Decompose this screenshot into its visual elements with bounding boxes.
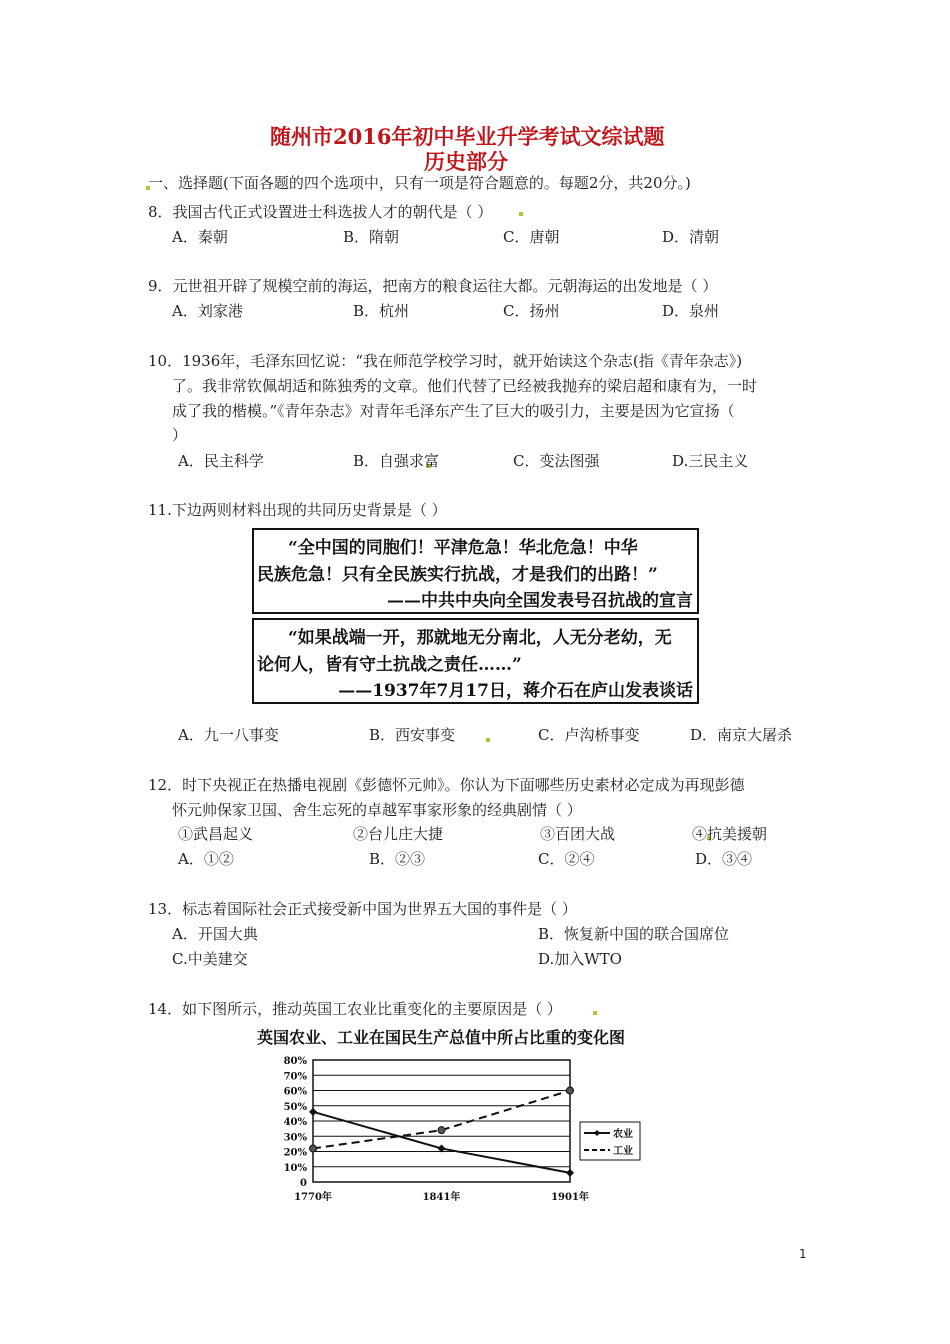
question-12-item-4: ④抗美援朝	[692, 825, 768, 843]
question-11-option-d: D．南京大屠杀	[690, 726, 793, 744]
question-10-option-c: C．变法图强	[513, 452, 600, 470]
question-10-line-1: 10．1936年，毛泽东回忆说：“我在师范学校学习时，就开始读这个杂志(指《青年杂志》)	[148, 352, 743, 370]
question-9-option-b: B．杭州	[353, 302, 410, 320]
question-12-item-1: ①武昌起义	[178, 825, 254, 843]
question-13-option-d: D.加入WTO	[538, 950, 622, 968]
question-9-option-d: D．泉州	[662, 302, 720, 320]
data-point-agriculture	[566, 1169, 574, 1177]
question-13-option-b: B．恢复新中国的联合国席位	[538, 925, 730, 943]
question-8-option-b: B．隋朝	[343, 228, 400, 246]
data-point-industry	[438, 1127, 445, 1134]
page-number: 1	[799, 1247, 807, 1261]
data-point-industry	[310, 1145, 317, 1152]
quote-2-source: ——1937年7月17日，蒋介石在庐山发表谈话	[338, 681, 693, 701]
question-12-option-d: D．③④	[695, 850, 753, 868]
question-10-line-3: 成了我的楷模。”《青年杂志》对青年毛泽东产生了巨大的吸引力，主要是因为它宣扬（	[172, 402, 735, 420]
y-tick-label: 20%	[283, 1147, 307, 1159]
question-10-option-a: A．民主科学	[178, 452, 264, 470]
question-10-option-d: D.三民主义	[672, 452, 749, 470]
question-12-option-a: A．①②	[178, 850, 234, 868]
quote-2-line-1: “如果战端一开，那就地无分南北，人无分老幼，无	[288, 628, 672, 648]
y-tick-label: 0	[300, 1178, 307, 1189]
chart-grid	[313, 1060, 570, 1182]
quote-box-2	[252, 618, 699, 704]
question-11-option-b: B．西安事变	[369, 726, 456, 744]
y-tick-label: 30%	[283, 1132, 307, 1144]
data-point-agriculture	[309, 1108, 317, 1116]
question-10-line-2: 了。我非常钦佩胡适和陈独秀的文章。他们代替了已经被我抛弃的梁启超和康有为，一时	[172, 377, 758, 395]
question-10-option-b: B．自强求富	[353, 452, 440, 470]
y-tick-label: 10%	[283, 1162, 307, 1174]
question-13-option-a: A．开国大典	[172, 925, 258, 943]
question-12-line-1: 12．时下央视正在热播电视剧《彭德怀元帅》。你认为下面哪些历史素材必定成为再现彭德	[148, 776, 745, 794]
question-12-option-b: B．②③	[369, 850, 426, 868]
chart-series	[309, 1087, 574, 1177]
question-11-option-c: C．卢沟桥事变	[538, 726, 640, 744]
x-tick-label: 1901年	[551, 1192, 589, 1203]
series-line-industry	[313, 1091, 570, 1149]
x-tick-label: 1770年	[294, 1192, 332, 1203]
y-tick-label: 70%	[283, 1071, 307, 1083]
quote-box-1	[252, 528, 699, 614]
question-8-option-d: D．清朝	[662, 228, 720, 246]
question-12-item-3: ③百团大战	[540, 825, 616, 843]
mark-dot	[486, 738, 490, 742]
question-12-item-2: ②台儿庄大捷	[353, 825, 444, 843]
y-tick-label: 50%	[283, 1101, 307, 1113]
question-8-option-a: A．秦朝	[172, 228, 228, 246]
page-subtitle: 历史部分	[424, 149, 508, 174]
question-11-option-a: A．九一八事变	[178, 726, 279, 744]
question-13-stem: 13．标志着国际社会正式接受新中国为世界五大国的事件是（ ）	[148, 900, 577, 918]
question-12-option-c: C．②④	[538, 850, 595, 868]
line-chart	[270, 1050, 690, 1210]
question-10-line-4: ）	[172, 426, 188, 444]
legend-label: 农业	[613, 1129, 633, 1140]
chart-y-axis	[284, 1056, 308, 1189]
mark-dot	[519, 212, 523, 216]
question-14-stem: 14．如下图所示，推动英国工农业比重变化的主要原因是（ ）	[148, 1000, 562, 1018]
quote-2-line-2: 论何人，皆有守土抗战之责任……”	[257, 655, 522, 675]
question-8-option-c: C．唐朝	[503, 228, 560, 246]
question-9-option-c: C．扬州	[503, 302, 560, 320]
page-title: 随州市2016年初中毕业升学考试文综试题	[270, 124, 665, 149]
y-tick-label: 80%	[283, 1056, 307, 1067]
question-12-line-2: 怀元帅保家卫国、舍生忘死的卓越军事家形象的经典剧情（ ）	[172, 801, 582, 819]
chart-legend	[580, 1122, 640, 1160]
question-9-option-a: A．刘家港	[172, 302, 243, 320]
quote-1-line-1: “全中国的同胞们！平津危急！华北危急！中华	[288, 538, 638, 558]
quote-1-source: ——中共中央向全国发表号召抗战的宣言	[387, 591, 693, 611]
section-heading: 一、选择题(下面各题的四个选项中，只有一项是符合题意的。每题2分，共20分。)	[148, 174, 691, 192]
question-11-stem: 11.下边两则材料出现的共同历史背景是（ ）	[148, 501, 447, 519]
question-8-stem: 8．我国古代正式设置进士科选拔人才的朝代是（ ）	[148, 203, 493, 221]
data-point-industry	[567, 1087, 574, 1094]
mark-dot	[593, 1011, 597, 1015]
y-tick-label: 40%	[283, 1117, 307, 1128]
legend-label: 工业	[613, 1146, 633, 1157]
y-tick-label: 60%	[283, 1086, 307, 1098]
question-13-option-c: C.中美建交	[172, 950, 248, 968]
chart-title: 英国农业、工业在国民生产总值中所占比重的变化图	[257, 1028, 626, 1047]
chart-x-axis	[294, 1190, 589, 1203]
x-tick-label: 1841年	[422, 1192, 461, 1203]
question-9-stem: 9．元世祖开辟了规模空前的海运，把南方的粮食运往大都。元朝海运的出发地是（ ）	[148, 277, 718, 295]
quote-1-line-2: 民族危急！只有全民族实行抗战，才是我们的出路！”	[257, 565, 658, 585]
